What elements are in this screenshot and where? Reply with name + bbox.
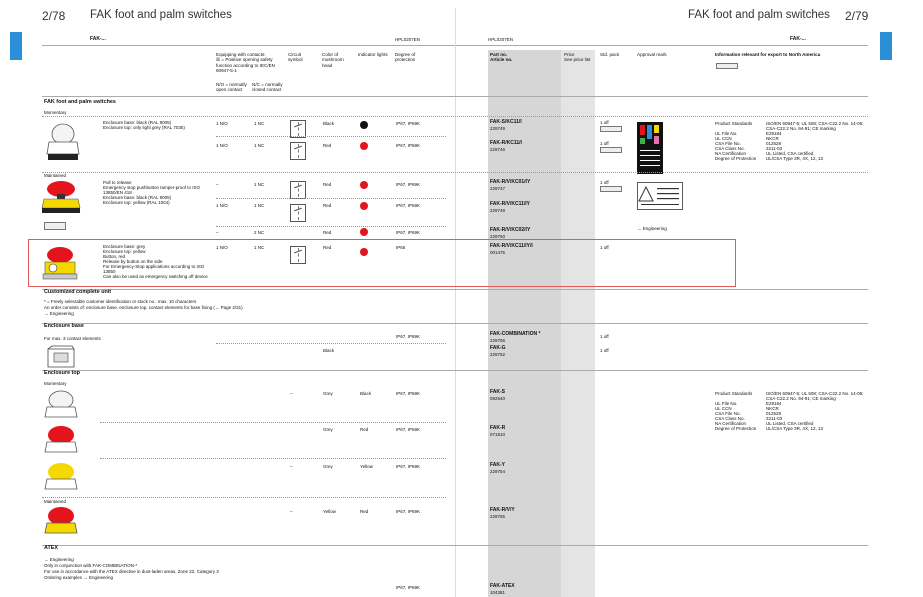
col-no: N/O = normally open contact	[216, 82, 247, 93]
section-atex: ATEX	[44, 545, 58, 551]
row4-protection: IP67, IP69K	[396, 203, 421, 208]
row1-color: Black	[323, 121, 335, 126]
rule-r4	[216, 226, 446, 227]
section-fak: FAK foot and palm switches	[44, 99, 116, 105]
row2-pack-badge	[600, 147, 622, 153]
row3-part: FAK-R/V/KC01/IY	[490, 179, 531, 185]
atex-note-1: Only in conjunction with FAK-COMBINATION-*	[44, 563, 138, 568]
section-customized: Customized complete unit	[44, 289, 112, 295]
row5-nc: 2 NC	[254, 230, 265, 235]
export2-label-0: Product Standards	[715, 391, 753, 396]
row3-protection: IP67, IP69K	[396, 182, 421, 187]
export1-value-0: ISO/EN 60947-5; UL 508; CSA-C22.2 No. 14-05; CSA-C22.2 No. 94-91; CE marking	[766, 121, 864, 131]
atex-note-2: For use in accordance with the ATEX directive in dust-laden areas, Zone 22, Category 3	[44, 569, 219, 574]
atex-part: FAK-ATEX	[490, 583, 515, 589]
left-section-tab	[10, 32, 22, 60]
top4-color: Red	[360, 509, 369, 514]
label-maintained-2: Maintained	[44, 499, 67, 504]
enclosure-base-pack1: 1 off	[600, 334, 609, 339]
top4-protection: IP67, IP69K	[396, 509, 421, 514]
export2-label-1: UL File No.	[715, 401, 738, 406]
right-header-rule	[456, 45, 868, 46]
top3-nc: Grey	[323, 464, 333, 469]
export2-value-5: UL Listed, CSA certified	[766, 421, 814, 426]
rule-customized	[42, 289, 868, 290]
export1-label-6: Degree of Protection	[715, 156, 757, 161]
top-grey-red-image	[44, 425, 78, 457]
export1-value-2: NKCR	[766, 136, 779, 141]
section-enclosure-top: Enclosure top	[44, 370, 80, 376]
right-page-number: 2/79	[845, 9, 869, 23]
row5-color: Red	[323, 230, 332, 235]
enclosure-base-pack2: 1 off	[600, 348, 609, 353]
row1-indicator-black	[360, 121, 368, 129]
design-award-logo	[637, 122, 663, 174]
top1-part: FAK-S	[490, 389, 505, 395]
row2-article: 229746	[490, 147, 506, 152]
col-price: Price See price list	[564, 52, 591, 63]
top1-no: –	[290, 391, 293, 396]
fak-grey-yellow-image	[40, 245, 80, 281]
row4-no: 1 N/O	[216, 203, 228, 208]
export1-label-2: UL CCN	[715, 136, 732, 141]
rule-atex	[42, 545, 868, 546]
row2-part: FAK-R/KC11/I	[490, 140, 522, 146]
col-indicator: Indicator lights	[358, 52, 388, 57]
row6-desc: Enclosure base: grey Enclosure top: yellow Button, red Release by button on the side For Emergency-Stop applications according to ISO 13850 Can also be used as emergency switching off device	[103, 244, 208, 279]
top4-no: –	[290, 509, 293, 514]
row6-pack: 1 off	[600, 245, 609, 250]
row6-indicator-red	[360, 248, 368, 256]
col-color: Color of mushroom head	[322, 52, 344, 68]
row6-article: 001475	[490, 250, 506, 255]
export-badge-header	[716, 63, 738, 69]
export1-value-5: UL Listed, CSA certified	[766, 151, 814, 156]
row5-protection: IP67, IP69K	[396, 230, 421, 235]
row1-protection: IP67, IP69K	[396, 121, 421, 126]
top2-part: FAK-R	[490, 425, 506, 431]
approval-engineering[interactable]: → Engineering	[637, 226, 667, 231]
row2-color: Red	[323, 143, 332, 148]
atex-note-3[interactable]: Ordering examples → Engineering	[44, 575, 114, 580]
right-header-code: FAK-...	[790, 36, 806, 42]
row5-part: FAK-R/V/KC02/IY	[490, 227, 531, 233]
top2-nc: Grey	[323, 427, 333, 432]
export2-value-4: 3211-03	[766, 416, 783, 421]
row6-part: FAK-R/V/KC11/IY/I	[490, 243, 533, 249]
row5-no: –	[216, 230, 219, 235]
top-grey-black-image	[44, 390, 78, 422]
row6-color: Red	[323, 245, 332, 250]
enclosure-base-desc: For max. 3 contact elements	[44, 336, 101, 341]
row4-part: FAK-R/V/KC11/IY	[490, 201, 531, 207]
col-circuit: Circuit symbol	[288, 52, 303, 63]
atex-protection: IP67, IP69K	[396, 585, 421, 590]
row3-no: –	[216, 182, 219, 187]
top1-color: Black	[360, 391, 372, 396]
col-export: Information relevant for export to North America	[715, 52, 821, 57]
enclosure-base-color: Black	[323, 348, 335, 353]
rule-enclosure-top	[42, 370, 868, 371]
row3-circuit-symbol	[290, 181, 306, 199]
row3-pack-badge	[600, 186, 622, 192]
top1-protection: IP67, IP69K	[396, 391, 421, 396]
top1-nc: Grey	[323, 391, 333, 396]
enclosure-base-protection: IP67, IP69K	[396, 334, 421, 339]
left-header-rule	[42, 45, 455, 46]
label-maintained: Maintained	[44, 173, 67, 178]
enclosure-base-part1: FAK-COMBINATION *	[490, 331, 541, 337]
left-header-code: FAK-...	[90, 36, 106, 42]
rule-2	[42, 172, 868, 173]
row1-pack: 1 off	[600, 120, 609, 125]
row3-desc: Pull to release Emergency stop pushbutton tamper-proof to ISO 13850/EN 418 Enclosure base: black (RAL 9005) Enclosure top: yellow (RAL 1004)	[103, 180, 201, 205]
export1-label-3: CSA File No.	[715, 141, 741, 146]
rule-r3	[216, 198, 446, 199]
export1-label-5: NA Certification	[715, 151, 747, 156]
export2-value-1: E29184	[766, 401, 782, 406]
col-contacts: Equipping with contacts: ☒ = Positive opening safety function according to IEC/EN 60947-5-1	[216, 52, 275, 74]
row2-protection: IP67, IP69K	[396, 143, 421, 148]
label-momentary-2: Momentary	[44, 381, 67, 386]
export2-value-2: NKCR	[766, 406, 779, 411]
section-enclosure-base: Enclosure base	[44, 323, 84, 329]
export2-label-5: NA Certification	[715, 421, 747, 426]
enclosure-base-part2: FAK-G	[490, 345, 506, 351]
customized-note-2[interactable]: → Engineering	[44, 311, 74, 316]
row3-nc: 1 NC	[254, 182, 265, 187]
top2-color: Red	[360, 427, 369, 432]
row4-article: 229748	[490, 208, 506, 213]
export1-label-0: Product Standards	[715, 121, 753, 126]
row2-circuit-symbol	[290, 142, 306, 160]
rule-r1	[216, 136, 446, 137]
row6-nc: 1 NC	[254, 245, 265, 250]
row2-pack: 1 off	[600, 141, 609, 146]
row6-protection: IP65	[396, 245, 406, 250]
label-momentary: Momentary	[44, 110, 67, 115]
top-yellow-red-image	[44, 506, 78, 538]
col-nc: N/C = normally closed contact	[252, 82, 283, 93]
top3-color: Yellow	[360, 464, 373, 469]
rule-1	[42, 116, 868, 117]
top4-article: 229755	[490, 514, 506, 519]
col-partno: Part no. Article no.	[490, 52, 513, 63]
row1-pack-badge	[600, 126, 622, 132]
export1-value-1: E29184	[766, 131, 782, 136]
rule-enclosure-base	[42, 323, 868, 324]
top3-article: 229754	[490, 469, 506, 474]
top1-article: 092540	[490, 396, 506, 401]
row6-circuit-symbol	[290, 246, 306, 264]
export2-value-3: 012528	[766, 411, 782, 416]
fak-grey-black-image	[46, 120, 80, 162]
row3-pack: 1 off	[600, 180, 609, 185]
row5-article: 229750	[490, 234, 506, 239]
row1-no: 1 N/O	[216, 121, 228, 126]
iso-mark	[44, 222, 66, 230]
rule-t2	[100, 458, 446, 459]
export2-value-0: ISO/EN 60947-5; UL 508; CSA-C22.2 No. 14-05; CSA-C22.2 No. 94-91; CE marking	[766, 391, 864, 401]
row4-color: Red	[323, 203, 332, 208]
enclosure-base-article1: 229756	[490, 338, 506, 343]
row6-no: 1 N/O	[216, 245, 228, 250]
fak-yellow-red-image	[40, 180, 82, 214]
customized-note-0: * = Freely selectable customer identification or stock no.: max. 10 characters	[44, 299, 197, 304]
top4-nc: Yellow	[323, 509, 336, 514]
top3-no: –	[290, 464, 293, 469]
top-grey-yellow-image	[44, 462, 78, 494]
safety-approved-logo	[637, 182, 683, 210]
row5-indicator-red	[360, 228, 368, 236]
rule-t3	[42, 497, 446, 498]
row1-desc: Enclosure base: black (RAL 9005) Enclosure top: only light grey (RAL 7035)	[103, 120, 185, 130]
export1-label-4: CSA Class No.	[715, 146, 745, 151]
left-page-number: 2/78	[42, 9, 66, 23]
right-doc-code: HPL0207EN	[488, 37, 514, 42]
row1-article: 229749	[490, 126, 506, 131]
row3-article: 229747	[490, 186, 506, 191]
header-rule-bottom	[42, 96, 868, 97]
left-doc-code: HPL0207EN	[395, 37, 421, 42]
right-page-title: FAK foot and palm switches	[688, 9, 830, 21]
col-approval: Approval mark	[637, 52, 667, 57]
row3-indicator-red	[360, 181, 368, 189]
row4-nc: 1 NC	[254, 203, 265, 208]
top3-part: FAK-Y	[490, 462, 505, 468]
row2-no: 1 N/O	[216, 143, 228, 148]
row2-nc: 1 NC	[254, 143, 265, 148]
export1-value-3: 012528	[766, 141, 782, 146]
left-page-title: FAK foot and palm switches	[90, 9, 232, 21]
top3-protection: IP67, IP69K	[396, 464, 421, 469]
row4-circuit-symbol	[290, 204, 306, 222]
export2-label-4: CSA Class No.	[715, 416, 745, 421]
atex-note-0[interactable]: → Engineering	[44, 557, 74, 562]
atex-article: 104381	[490, 590, 506, 595]
top2-article: 071810	[490, 432, 506, 437]
export1-value-4: 3211-03	[766, 146, 783, 151]
row1-part: FAK-S/KC11/I	[490, 119, 522, 125]
export2-label-3: CSA File No.	[715, 411, 741, 416]
rule-t1	[100, 422, 446, 423]
row3-color: Red	[323, 182, 332, 187]
col-stdpack: Std. pack	[600, 52, 620, 57]
col-protection: Degree of protection	[395, 52, 416, 63]
top2-protection: IP67, IP69K	[396, 427, 421, 432]
export2-label-6: Degree of Protection	[715, 426, 757, 431]
export1-value-6: UL/CSA Type 3R, 4X, 12, 13	[766, 156, 823, 161]
row4-indicator-red	[360, 202, 368, 210]
enclosure-base-article2: 229752	[490, 352, 506, 357]
export2-value-6: UL/CSA Type 3R, 4X, 12, 13	[766, 426, 823, 431]
enclosure-base-image	[46, 345, 76, 369]
row2-indicator-red	[360, 142, 368, 150]
row1-nc: 1 NC	[254, 121, 265, 126]
right-section-tab	[880, 32, 892, 60]
export2-label-2: UL CCN	[715, 406, 732, 411]
customized-note-1: An order consists of: enclosure base, enclosure top, contact elements for base fixing (→ Page 2/31)	[44, 305, 243, 310]
rule-eb1	[216, 343, 446, 344]
top4-part: FAK-R/V/Y	[490, 507, 515, 513]
export1-label-1: UL File No.	[715, 131, 738, 136]
